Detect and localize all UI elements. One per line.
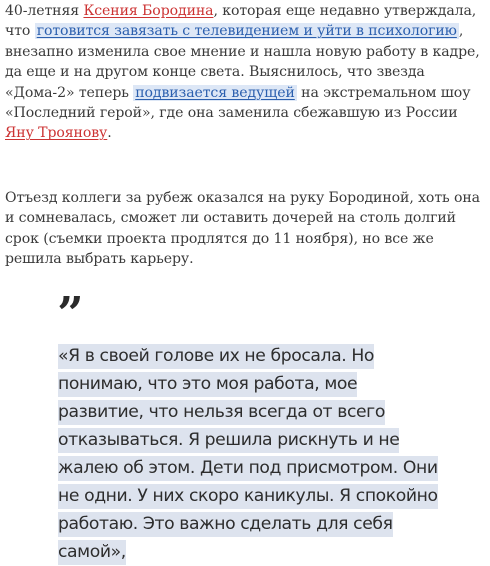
link-kseniya-borodina[interactable]: Ксения Бородина — [83, 3, 214, 19]
blockquote — [58, 260, 438, 566]
article-paragraph-2: Отъезд коллеги за рубеж оказался на руку Бородиной, хоть она и сомневалась, сможет ли оставить дочерей на столь долгий срок (съемки проекта продлятся до 11 ноября), но все же решила выбрать карьеру. — [5, 189, 480, 268]
link-yana-troyanova[interactable]: Яну Троянову — [5, 125, 108, 142]
link-psychology-article[interactable]: готовится завязать с телевидением и уйти в психологию — [36, 23, 457, 40]
article-paragraph-1 — [5, 1, 489, 144]
paragraph-text: на экстремальном шоу «Последний герой», где она заменила сбежавшую из России — [5, 84, 471, 122]
quote-text — [58, 342, 438, 566]
paragraph-text: . — [107, 125, 112, 142]
link-host-article[interactable]: подвизается ведущей — [135, 84, 295, 101]
article-body — [5, 0, 489, 269]
quote-mark-icon: „ — [58, 260, 81, 314]
paragraph-text: 40-летняя — [5, 3, 84, 19]
paragraph-text: , которая еще недавно утверждала, что — [5, 3, 477, 40]
paragraph-text: , внезапно изменила свое мнение и нашла новую работу в кадре, да еще и на другом конце света. Выяснилось, что звезда «Дома-2» теперь — [5, 23, 480, 101]
quote-text-highlight: «Я в своей голове их не бросала. Но понимаю, что это моя работа, мое развитие, что нельзя всегда от всего отказываться. Я решила рискнуть и не жалею об этом. Дети под присмотром. Они не одни. У них скоро каникулы. Я спокойно работаю. Это важно сделать для себя самой», — [58, 344, 438, 565]
